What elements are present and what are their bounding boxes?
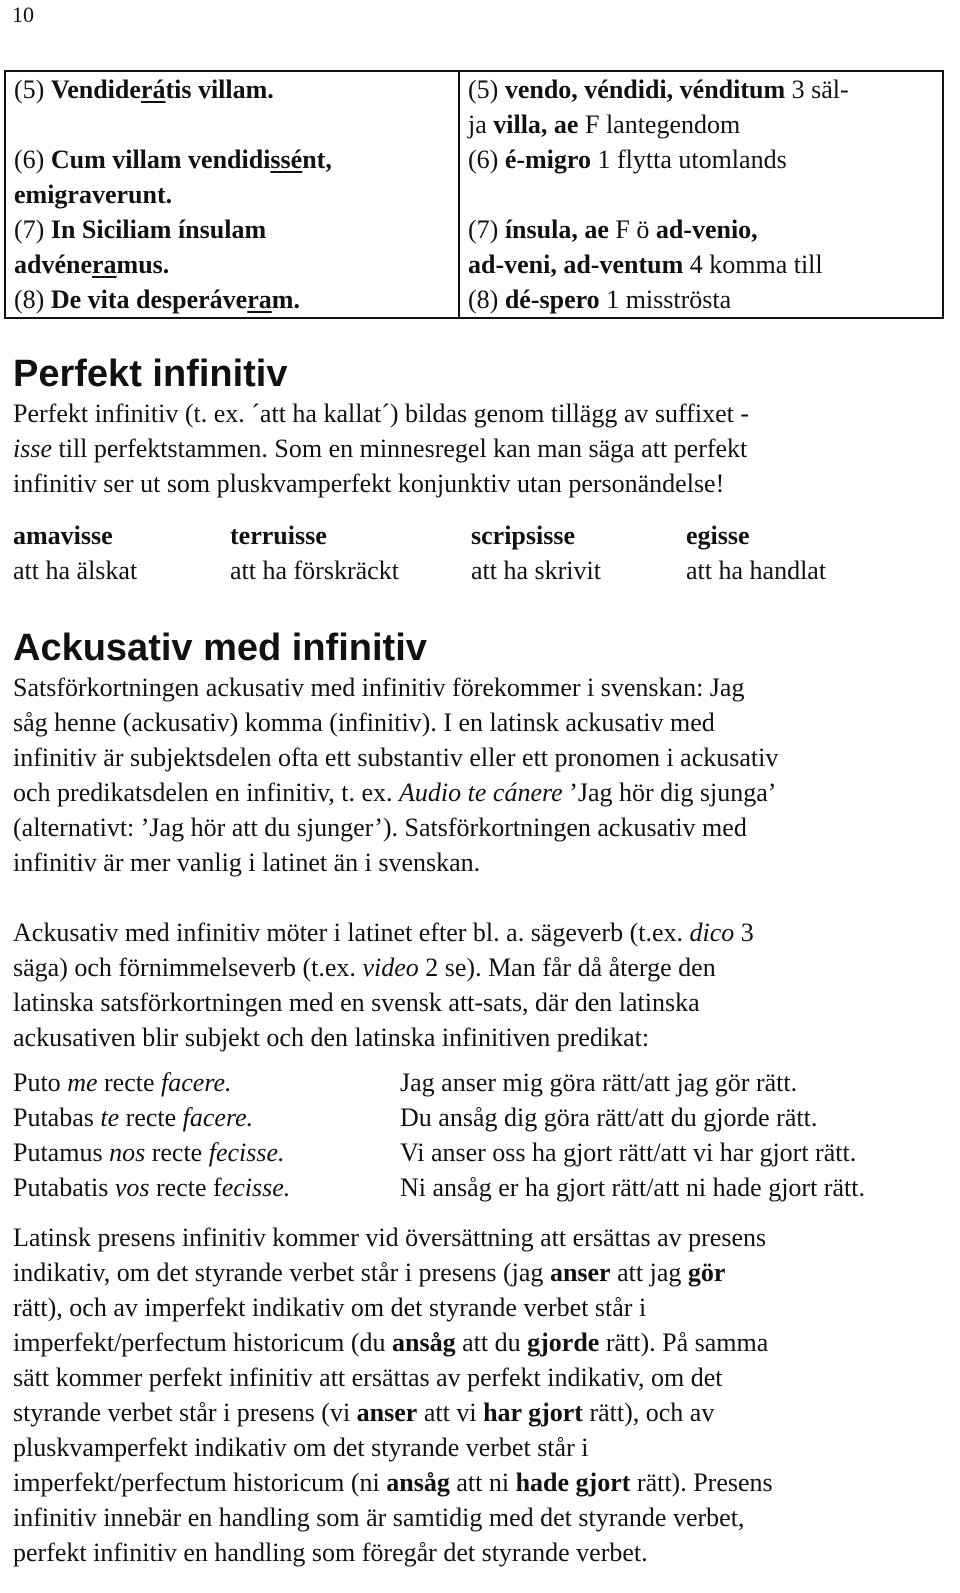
perfect-infinitive-examples — [13, 518, 913, 588]
bold-verb: gör — [687, 1258, 726, 1287]
text-span: såg henne (ackusativ) komma (infinitiv). I en latinsk ackusativ med — [13, 708, 715, 737]
text-line — [13, 950, 913, 985]
glossary-text: F ö — [608, 215, 656, 244]
text-span: att du — [455, 1328, 528, 1357]
text-span: indikativ, om det styrande verbet står i presens (jag — [13, 1258, 550, 1287]
text-line — [13, 845, 913, 880]
text-line — [13, 775, 913, 810]
pronoun-accusative: vos — [114, 1173, 150, 1202]
bold-verb: gjorde — [527, 1328, 600, 1357]
text-span: rätt). Presens — [630, 1468, 773, 1497]
adverb: recte f — [149, 1173, 222, 1202]
infinitive: ecisse. — [221, 1173, 291, 1202]
sentence-line — [14, 107, 450, 142]
text-span: mus. — [116, 250, 170, 279]
glossary-text: 1 flytta utomlands — [590, 145, 787, 174]
text-span: tis villam. — [165, 75, 274, 104]
pronoun-accusative: te — [100, 1103, 120, 1132]
section-body — [13, 670, 913, 1055]
latin-sentence — [51, 215, 266, 244]
text-span: De vita desperáve — [50, 285, 248, 314]
text-line — [13, 1360, 913, 1395]
swedish-row — [13, 553, 913, 588]
text-span: rätt), och av — [582, 1398, 715, 1427]
section-perfekt-infinitiv — [13, 352, 913, 501]
text-span: infinitiv är subjektsdelen ofta ett substantiv eller ett pronomen i ackusativ — [13, 743, 779, 772]
paragraph-gap — [13, 880, 913, 915]
sentence-number: (7) — [14, 215, 51, 244]
text-line — [13, 1325, 913, 1360]
text-span: att vi — [417, 1398, 484, 1427]
text-span: Cum villam vendidi — [50, 145, 271, 174]
glossary-cell — [459, 71, 943, 318]
text-line — [13, 670, 913, 705]
text-line — [13, 705, 913, 740]
sentence-number: (6) — [14, 145, 51, 174]
text-span: imperfekt/perfectum historicum (du — [13, 1328, 393, 1357]
sentence-number: (5) — [14, 75, 51, 104]
glossary-text: (5) — [468, 75, 505, 104]
text-span: (alternativt: ’Jag hör att du sjunger’). Satsförkortningen ackusativ med — [13, 813, 747, 842]
swedish-translation: Du ansåg dig göra rätt/att du gjorde rätt. — [400, 1103, 818, 1132]
text-line — [13, 1255, 913, 1290]
infinitive: facere. — [161, 1068, 232, 1097]
text-span: Latinsk presens infinitiv kommer vid översättning att ersättas av presens — [13, 1223, 767, 1252]
glossary-text: (8) — [468, 285, 505, 314]
adverb: recte — [119, 1103, 183, 1132]
text-span: perfekt infinitiv en handling som föregår det styrande verbet. — [13, 1538, 648, 1567]
adverb: recte — [97, 1068, 162, 1097]
text-span: nt, — [302, 145, 332, 174]
text-span: 3 — [734, 918, 754, 947]
latin-example: video — [362, 953, 419, 982]
text-span: imperfekt/perfectum historicum (ni — [13, 1468, 387, 1497]
text-span: och predikatsdelen en infinitiv, t. ex. — [13, 778, 400, 807]
sentence-line — [14, 72, 450, 107]
text-line — [13, 985, 913, 1020]
latin-form: terruisse — [230, 521, 327, 550]
text-span: till perfektstammen. Som en minnesregel kan man säga att perfekt — [58, 434, 748, 463]
latin-form: egisse — [686, 521, 750, 550]
latin-example: Audio te cánere — [399, 778, 563, 807]
text-span: pluskvamperfekt indikativ om det styrande verbet står i — [13, 1433, 589, 1462]
glossary-text: 1 misströsta — [599, 285, 732, 314]
glossary-line — [468, 142, 934, 177]
glossary-line — [468, 177, 934, 212]
section-heading: Ackusativ med infinitiv — [13, 627, 427, 669]
text-line — [13, 915, 913, 950]
sentence-line — [14, 142, 450, 177]
latin-example — [13, 1065, 232, 1100]
text-span: säga) och förnimmelseverb (t.ex. — [13, 953, 363, 982]
vocabulary-table — [4, 70, 944, 319]
text-span: ackusativen blir subjekt och den latinska infinitiven predikat: — [13, 1023, 650, 1052]
glossary-line — [468, 107, 934, 142]
text-span: att ni — [449, 1468, 516, 1497]
accusative-examples — [13, 1065, 948, 1205]
text-span: att jag — [610, 1258, 688, 1287]
text-line — [13, 1500, 913, 1535]
text-span: m. — [271, 285, 300, 314]
latin-sentences-cell — [5, 71, 459, 318]
glossary-term: ad-veni, ad-ventum — [468, 250, 684, 279]
text-span: infinitiv ser ut som pluskvamperfekt konjunktiv utan personändelse! — [13, 469, 725, 498]
text-span: sätt kommer perfekt infinitiv att ersättas av perfekt indikativ, om det — [13, 1363, 723, 1392]
latin-example: dico — [689, 918, 735, 947]
glossary-term: é-migro — [504, 145, 591, 174]
text-span: rätt), och av imperfekt indikativ om det styrande verbet står i — [13, 1293, 647, 1322]
text-line — [13, 1465, 913, 1500]
verb: Putamus — [13, 1138, 110, 1167]
swedish-translation: att ha handlat — [686, 556, 827, 585]
stressed-syllable: ra — [92, 250, 117, 279]
text-span: 2 se). Man får då återge den — [418, 953, 716, 982]
verb: Puto — [13, 1068, 68, 1097]
infinitive: fecisse. — [208, 1138, 285, 1167]
text-span: latinska satsförkortningen med en svensk att-sats, där den latinska — [13, 988, 700, 1017]
text-line — [13, 396, 913, 431]
latin-example — [13, 1170, 290, 1205]
sentence-line — [14, 212, 450, 247]
example-row — [13, 1065, 948, 1100]
bold-verb: hade gjort — [515, 1468, 631, 1497]
verb: Putabas — [13, 1103, 101, 1132]
text-line — [13, 1395, 913, 1430]
latin-form: scripsisse — [471, 521, 575, 550]
text-line — [13, 1220, 913, 1255]
bold-verb: anser — [549, 1258, 611, 1287]
text-span: advéne — [14, 250, 92, 279]
latin-sentence — [51, 145, 332, 174]
text-span: emigraverunt. — [14, 180, 173, 209]
bold-verb: ansåg — [392, 1328, 456, 1357]
glossary-line — [468, 282, 934, 317]
suffix-italic: isse — [13, 434, 52, 463]
glossary-text: (7) — [468, 215, 505, 244]
pronoun-accusative: nos — [109, 1138, 146, 1167]
text-line — [13, 1430, 913, 1465]
latin-sentence — [14, 180, 172, 209]
glossary-term: villa, ae — [493, 110, 579, 139]
section-translation-notes — [13, 1220, 913, 1570]
glossary-term: ad-venio, — [655, 215, 758, 244]
stressed-syllable: ssé — [270, 145, 303, 174]
text-span: infinitiv är mer vanlig i latinet än i svenskan. — [13, 848, 481, 877]
text-span: styrande verbet står i presens (vi — [13, 1398, 357, 1427]
bold-verb: ansåg — [386, 1468, 450, 1497]
text-line — [13, 1535, 913, 1570]
bold-verb: har gjort — [483, 1398, 583, 1427]
glossary-text: ja — [468, 110, 494, 139]
latin-example — [13, 1135, 285, 1170]
latin-row — [13, 518, 913, 553]
text-line — [13, 1020, 913, 1055]
page-number: 10 — [12, 2, 34, 27]
section-ackusativ-med-infinitiv — [13, 626, 913, 1055]
section-heading: Perfekt infinitiv — [13, 353, 288, 395]
swedish-translation: Jag anser mig göra rätt/att jag gör rätt. — [400, 1068, 798, 1097]
bold-verb: anser — [356, 1398, 418, 1427]
text-span: ’Jag hör dig sjunga’ — [562, 778, 777, 807]
glossary-term: dé-spero — [504, 285, 600, 314]
latin-sentence — [51, 75, 274, 104]
glossary-text: (6) — [468, 145, 505, 174]
swedish-translation: att ha förskräckt — [230, 556, 399, 585]
text-span: In Siciliam ínsulam — [50, 215, 267, 244]
text-span: Vendide — [50, 75, 141, 104]
text-line — [13, 1290, 913, 1325]
adverb: recte — [145, 1138, 209, 1167]
glossary-text: 3 säl- — [785, 75, 849, 104]
section-body — [13, 396, 913, 501]
text-line — [13, 740, 913, 775]
text-span: Ackusativ med infinitiv möter i latinet efter bl. a. sägeverb (t.ex. — [13, 918, 690, 947]
pronoun-accusative: me — [67, 1068, 98, 1097]
text-span: infinitiv innebär en handling som är samtidig med det styrande verbet, — [13, 1503, 745, 1532]
text-span: rätt). På samma — [599, 1328, 769, 1357]
text-line — [13, 466, 913, 501]
swedish-translation: att ha skrivit — [471, 556, 601, 585]
latin-example — [13, 1100, 253, 1135]
glossary-text: 4 komma till — [683, 250, 823, 279]
example-row — [13, 1170, 948, 1205]
infinitive: facere. — [182, 1103, 254, 1132]
swedish-translation: Vi anser oss ha gjort rätt/att vi har gjort rätt. — [400, 1138, 857, 1167]
verb: Putabatis — [13, 1173, 115, 1202]
swedish-translation: Ni ansåg er ha gjort rätt/att ni hade gjort rätt. — [400, 1173, 865, 1202]
text-line — [13, 431, 913, 466]
sentence-line — [14, 177, 450, 212]
sentence-line — [14, 247, 450, 282]
swedish-translation: att ha älskat — [13, 556, 138, 585]
stressed-syllable: ra — [247, 285, 272, 314]
glossary-line — [468, 72, 934, 107]
glossary-text: F lantegendom — [578, 110, 741, 139]
example-row — [13, 1135, 948, 1170]
glossary-term: vendo, véndidi, vénditum — [504, 75, 786, 104]
glossary-line — [468, 247, 934, 282]
example-row — [13, 1100, 948, 1135]
glossary-line — [468, 212, 934, 247]
text-span: Perfekt infinitiv (t. ex. ´att ha kallat´) bildas genom tillägg av suffixet - — [13, 399, 749, 428]
sentence-line — [14, 282, 450, 317]
glossary-term: ínsula, ae — [504, 215, 609, 244]
text-span: Satsförkortningen ackusativ med infinitiv förekommer i svenskan: Jag — [13, 673, 745, 702]
text-line — [13, 810, 913, 845]
stressed-syllable: rá — [140, 75, 166, 104]
latin-form: amavisse — [13, 521, 113, 550]
latin-sentence — [51, 285, 300, 314]
latin-sentence — [14, 250, 169, 279]
sentence-number: (8) — [14, 285, 51, 314]
